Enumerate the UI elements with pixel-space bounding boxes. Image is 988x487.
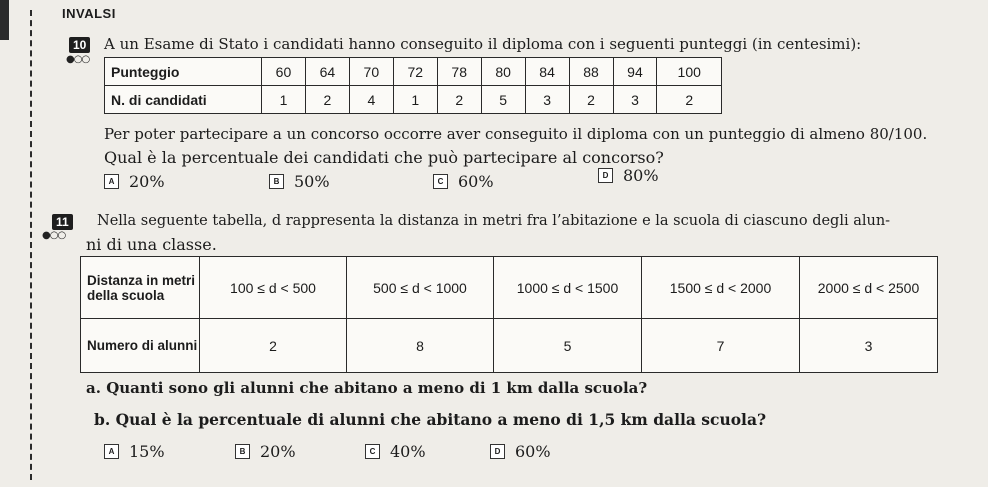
table-cell: 500 ≤ d < 1000 bbox=[347, 257, 494, 319]
question-11-number: 11 bbox=[52, 214, 73, 230]
option-value: 20% bbox=[260, 442, 296, 461]
option-letter-box: B bbox=[235, 444, 250, 459]
option-letter-box: A bbox=[104, 174, 119, 189]
table-cell: 80 bbox=[481, 58, 525, 86]
table-header-punteggio: Punteggio bbox=[105, 58, 262, 86]
table-cell: 2 bbox=[657, 86, 722, 114]
page-header: INVALSI bbox=[62, 6, 116, 21]
option-value: 80% bbox=[623, 166, 659, 185]
question-11-intro-line1: Nella seguente tabella, d rappresenta la distanza in metri fra l’abitazione e la scuola di ciascuno degli alun- bbox=[97, 213, 891, 229]
table-cell: 5 bbox=[481, 86, 525, 114]
table-cell: 1 bbox=[262, 86, 306, 114]
table-cell: 3 bbox=[800, 319, 938, 373]
table-cell: 100 ≤ d < 500 bbox=[200, 257, 347, 319]
table-cell: 1 bbox=[393, 86, 437, 114]
item-label: a. bbox=[86, 379, 101, 397]
q11-option-a[interactable] bbox=[104, 442, 165, 461]
item-label: b. bbox=[94, 410, 111, 429]
table-cell: 88 bbox=[569, 58, 613, 86]
item-text: Quanti sono gli alunni che abitano a meno di 1 km dalla scuola? bbox=[106, 379, 648, 397]
item-text: Qual è la percentuale di alunni che abitano a meno di 1,5 km dalla scuola? bbox=[115, 410, 767, 429]
distances-table bbox=[80, 256, 938, 373]
table-header-distanza: Distanza in metri della scuola bbox=[81, 257, 200, 319]
table-cell: 5 bbox=[494, 319, 642, 373]
difficulty-dots-icon: ●○○ bbox=[42, 230, 66, 241]
q10-option-d[interactable] bbox=[598, 166, 659, 185]
table-header-candidati: N. di candidati bbox=[105, 86, 262, 114]
table-cell: 8 bbox=[347, 319, 494, 373]
option-value: 15% bbox=[129, 442, 165, 461]
q11-option-d[interactable] bbox=[490, 442, 551, 461]
margin-dashed-line bbox=[30, 10, 32, 480]
table-cell: 4 bbox=[349, 86, 393, 114]
q10-option-c[interactable] bbox=[433, 172, 494, 191]
option-letter-box: C bbox=[433, 174, 448, 189]
question-11a bbox=[86, 379, 647, 397]
option-letter-box: A bbox=[104, 444, 119, 459]
question-10-text2: Qual è la percentuale dei candidati che può partecipare al concorso? bbox=[104, 148, 664, 167]
option-value: 60% bbox=[515, 442, 551, 461]
table-cell: 2 bbox=[437, 86, 481, 114]
table-cell: 3 bbox=[613, 86, 657, 114]
table-cell: 7 bbox=[642, 319, 800, 373]
table-cell: 2 bbox=[305, 86, 349, 114]
option-value: 40% bbox=[390, 442, 426, 461]
question-11b bbox=[94, 410, 766, 429]
table-cell: 1000 ≤ d < 1500 bbox=[494, 257, 642, 319]
q11-option-b[interactable] bbox=[235, 442, 296, 461]
table-cell: 78 bbox=[437, 58, 481, 86]
table-cell: 100 bbox=[657, 58, 722, 86]
table-cell: 2 bbox=[569, 86, 613, 114]
question-10-text1: Per poter partecipare a un concorso occorre aver conseguito il diploma con un punteggio di almeno 80/100. bbox=[104, 125, 928, 143]
table-cell: 60 bbox=[262, 58, 306, 86]
option-letter-box: B bbox=[269, 174, 284, 189]
table-cell: 2000 ≤ d < 2500 bbox=[800, 257, 938, 319]
table-cell: 70 bbox=[349, 58, 393, 86]
option-value: 60% bbox=[458, 172, 494, 191]
q10-option-a[interactable] bbox=[104, 172, 165, 191]
option-value: 20% bbox=[129, 172, 165, 191]
option-letter-box: D bbox=[490, 444, 505, 459]
table-cell: 72 bbox=[393, 58, 437, 86]
question-10-number: 10 bbox=[69, 37, 90, 53]
table-cell: 84 bbox=[525, 58, 569, 86]
question-10-intro: A un Esame di Stato i candidati hanno conseguito il diploma con i seguenti punteggi (in centesimi): bbox=[104, 35, 862, 53]
option-letter-box: D bbox=[598, 168, 613, 183]
table-cell: 94 bbox=[613, 58, 657, 86]
scores-table bbox=[104, 57, 722, 114]
table-cell: 3 bbox=[525, 86, 569, 114]
option-letter-box: C bbox=[365, 444, 380, 459]
table-header-numero: Numero di alunni bbox=[81, 319, 200, 373]
table-cell: 2 bbox=[200, 319, 347, 373]
q10-option-b[interactable] bbox=[269, 172, 330, 191]
question-11-intro-line2: ni di una classe. bbox=[86, 235, 217, 254]
difficulty-dots-icon: ●○○ bbox=[66, 54, 90, 65]
table-cell: 1500 ≤ d < 2000 bbox=[642, 257, 800, 319]
table-cell: 64 bbox=[305, 58, 349, 86]
option-value: 50% bbox=[294, 172, 330, 191]
page-edge-tab bbox=[0, 0, 9, 40]
q11-option-c[interactable] bbox=[365, 442, 426, 461]
